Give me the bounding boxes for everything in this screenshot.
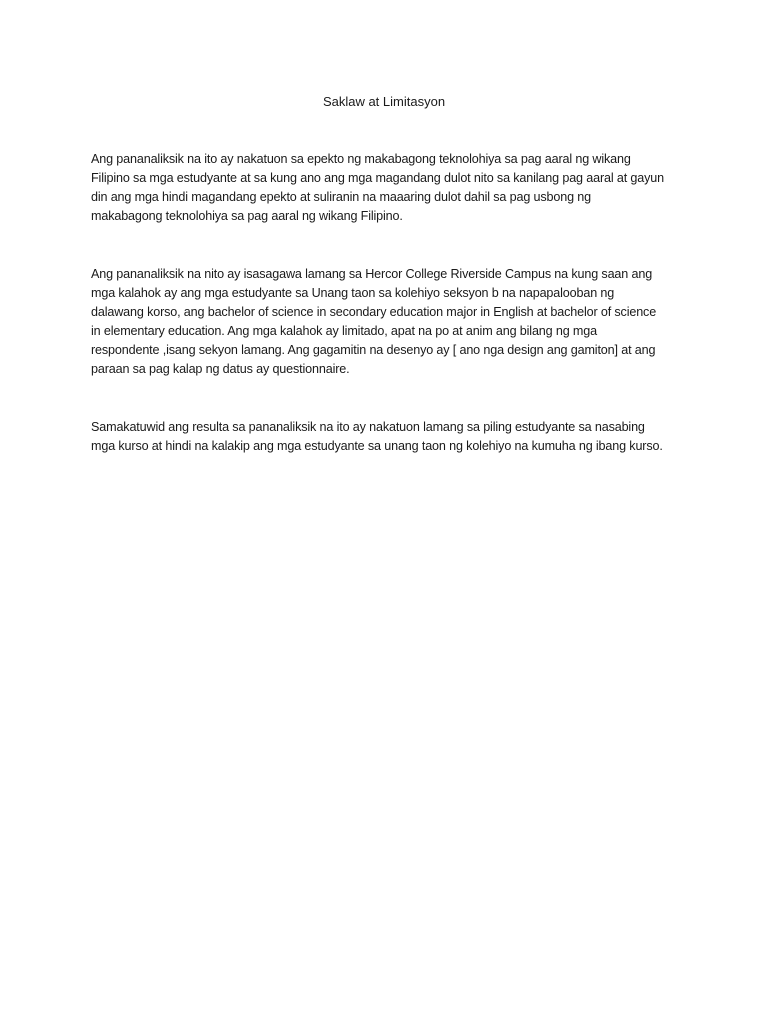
text-line: mga kalahok ay ang mga estudyante sa Unang taon sa kolehiyo seksyon b na napapalooban ng (91, 286, 615, 300)
text-line: Filipino sa mga estudyante at sa kung ano ang mga magandang dulot nito sa kanilang pag aaral at gayun (91, 171, 664, 185)
text-line: dalawang korso, ang bachelor of science in secondary education major in English at bachelor of science (91, 305, 657, 319)
text-line: Ang pananaliksik na ito ay nakatuon sa epekto ng makabagong teknolohiya sa pag aaral ng wikang (91, 152, 631, 166)
document-title: Saklaw at Limitasyon (322, 94, 446, 109)
paragraph-scope (91, 150, 691, 226)
text-line: din ang mga hindi magandang epekto at suliranin na maaaring dulot dahil sa pag usbong ng (91, 190, 592, 204)
text-line: respondente ,isang sekyon lamang. Ang gagamitin na desenyo ay [ ano nga design ang gamiton] at ang (91, 343, 656, 357)
paragraph-limitations (91, 265, 691, 379)
text-line: in elementary education. Ang mga kalahok ay limitado, apat na po at anim ang bilang ng mga (91, 324, 597, 338)
text-line: mga kurso at hindi na kalakip ang mga estudyante sa unang taon ng kolehiyo na kumuha ng ibang kurso. (91, 439, 663, 453)
text-line: paraan sa pag kalap ng datus ay questionnaire. (91, 362, 350, 376)
text-line: Samakatuwid ang resulta sa pananaliksik na ito ay nakatuon lamang sa piling estudyante sa nasabing (91, 420, 645, 434)
text-line: makabagong teknolohiya sa pag aaral ng wikang Filipino. (91, 209, 403, 223)
text-line: Ang pananaliksik na nito ay isasagawa lamang sa Hercor College Riverside Campus na kung saan ang (91, 267, 653, 281)
paragraph-conclusion (91, 418, 691, 456)
